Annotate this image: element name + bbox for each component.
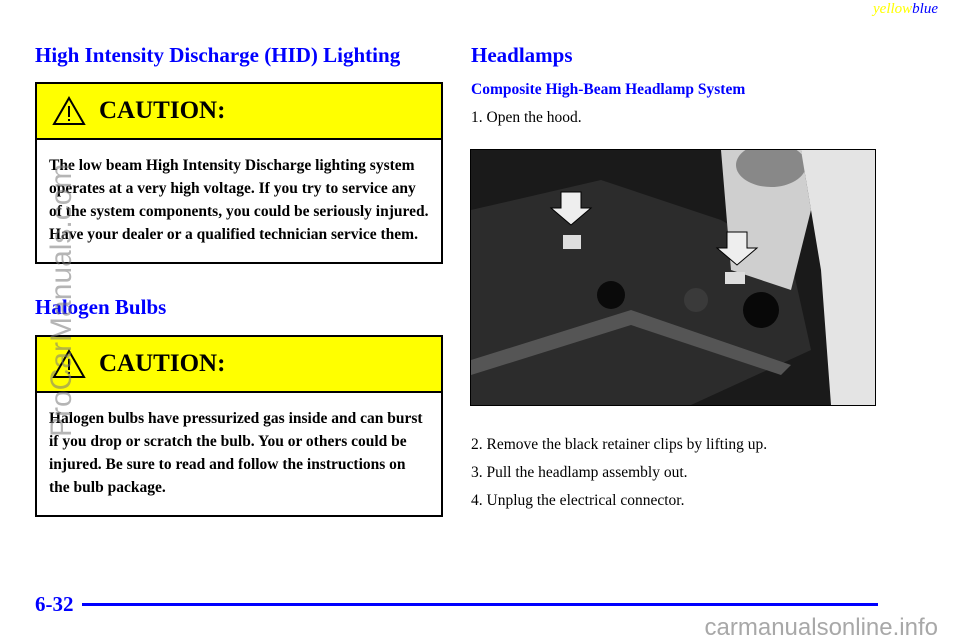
caution-bar	[37, 84, 441, 140]
step-4: 4. Unplug the electrical connector.	[471, 492, 685, 509]
side-watermark: ProCarManuals.com	[45, 163, 78, 437]
step-3: 3. Pull the headlamp assembly out.	[471, 464, 688, 481]
caution-bar	[37, 337, 441, 393]
step-1: 1. Open the hood.	[471, 109, 582, 126]
caution-text: Halogen bulbs have pressurized gas inside and can burst if you drop or scratch the bulb. You or others could be injured. Be sure to read and follow the instructions on the bulb package.	[49, 410, 423, 496]
halogen-title: Halogen Bulbs	[35, 295, 167, 319]
step-2: 2. Remove the black retainer clips by lifting up.	[471, 436, 768, 453]
hid-title: High Intensity Discharge (HID) Lighting	[35, 43, 401, 67]
headlamp-photo	[470, 149, 876, 406]
header-yellow: yellow	[873, 1, 913, 17]
page-number: 6-32	[35, 592, 74, 616]
subsection-title: Composite High-Beam Headlamp System	[471, 81, 746, 98]
watermark: carmanualsonline.info	[704, 614, 938, 641]
header-blue: blue	[912, 1, 938, 17]
footer-rule	[82, 603, 878, 606]
warning-triangle-icon	[52, 96, 86, 126]
caution-label: CAUTION:	[99, 97, 226, 124]
caution-label: CAUTION:	[99, 350, 226, 377]
headlamps-title: Headlamps	[471, 43, 573, 67]
color-header	[873, 1, 938, 18]
caution-box-hid	[35, 82, 443, 264]
caution-text: The low beam High Intensity Discharge lighting system operates at a very high voltage. If you try to service any of the system components, you could be seriously injured. Have your dealer or a qualified technician service them.	[49, 157, 429, 243]
caution-box-halogen	[35, 335, 443, 517]
